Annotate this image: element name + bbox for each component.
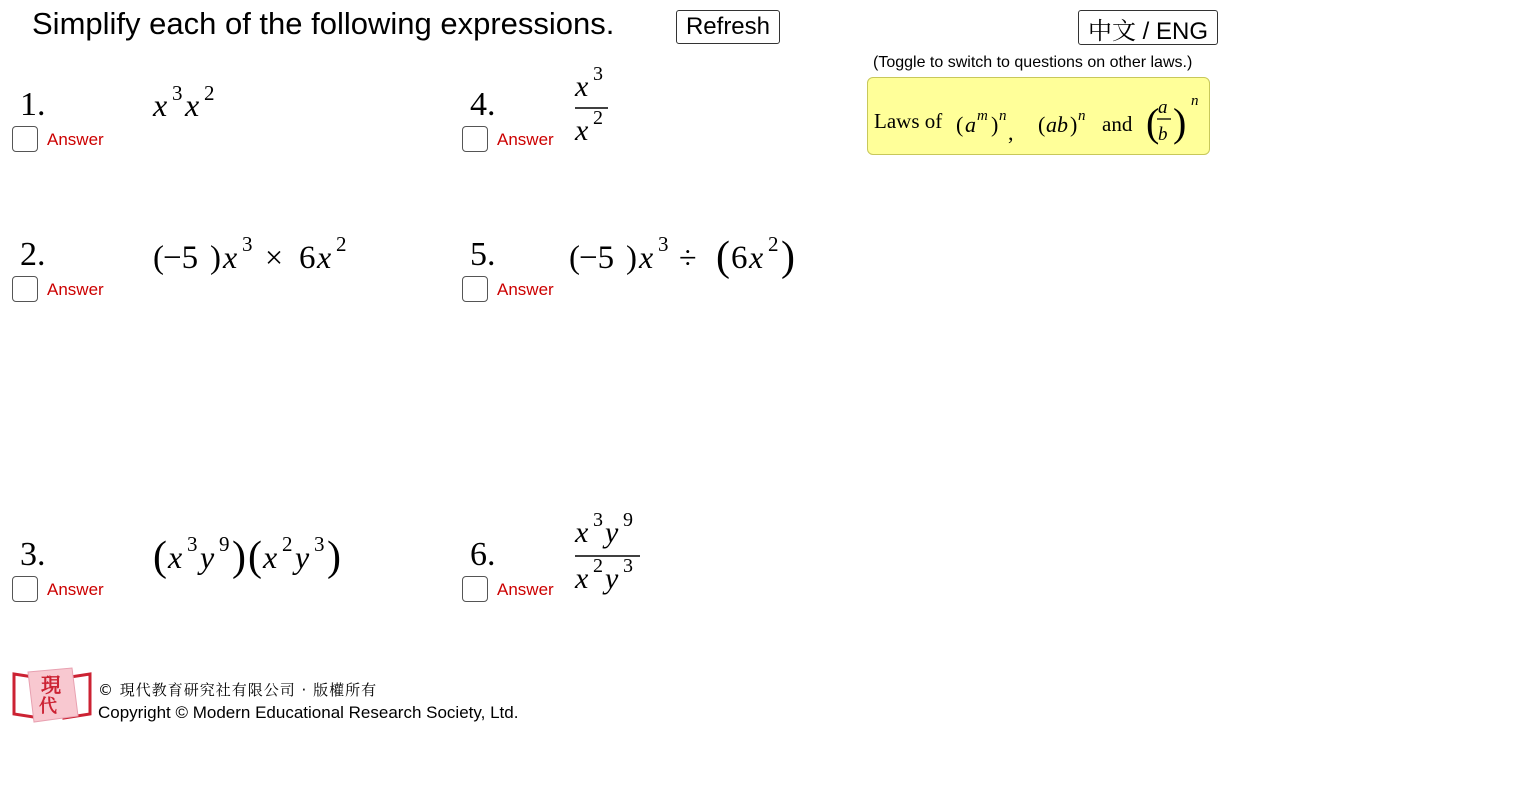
question-3-expression (150, 524, 360, 584)
svg-text:): ) (626, 240, 637, 276)
question-1-expression (150, 76, 240, 126)
svg-text:3: 3 (314, 532, 325, 556)
svg-text:): ) (1173, 100, 1187, 145)
power-of-product-formula (1038, 108, 1086, 137)
laws-toggle-panel[interactable] (867, 77, 1210, 155)
svg-text:x: x (575, 70, 589, 103)
svg-text:(: ( (569, 240, 580, 276)
answer-checkbox[interactable] (462, 276, 488, 302)
question-6-expression (570, 506, 650, 601)
answer-checkbox[interactable] (462, 576, 488, 602)
svg-text:2: 2 (204, 81, 215, 105)
svg-text:2: 2 (282, 532, 293, 556)
svg-text:a: a (1158, 97, 1168, 118)
svg-text:x: x (263, 539, 278, 575)
question-number: 4. (470, 86, 496, 123)
answer-label[interactable]: Answer (47, 280, 104, 299)
svg-text:3: 3 (172, 81, 183, 105)
toggle-hint: (Toggle to switch to questions on other laws.) (873, 54, 1193, 71)
svg-text:(: ( (1038, 112, 1046, 137)
svg-text:x: x (223, 239, 238, 275)
svg-text:2: 2 (593, 107, 603, 129)
answer-checkbox[interactable] (12, 126, 38, 152)
svg-text:): ) (210, 240, 221, 276)
svg-text:a: a (965, 112, 976, 137)
question-number: 5. (470, 236, 496, 273)
svg-text:x: x (317, 239, 332, 275)
svg-text:n: n (1078, 108, 1086, 124)
answer-checkbox[interactable] (12, 276, 38, 302)
page-title: Simplify each of the following expressions. (32, 6, 615, 41)
svg-text:(: ( (956, 112, 964, 137)
svg-text:−5: −5 (163, 240, 199, 276)
svg-text:b: b (1158, 124, 1168, 145)
svg-text:n: n (1191, 93, 1199, 109)
svg-text:x: x (639, 239, 654, 275)
svg-text:3: 3 (187, 532, 198, 556)
svg-text:6: 6 (731, 240, 748, 276)
svg-text:(: ( (1146, 100, 1160, 145)
question-2-expression (150, 226, 380, 280)
svg-text:6: 6 (299, 240, 316, 276)
svg-text:y: y (605, 516, 619, 549)
answer-label[interactable]: Answer (497, 130, 554, 149)
svg-text:x: x (168, 539, 183, 575)
svg-text:x: x (575, 114, 589, 147)
power-of-power-formula (956, 108, 1014, 145)
svg-text:9: 9 (219, 532, 230, 556)
svg-text:3: 3 (593, 509, 603, 531)
copyright-chinese: © 現代教育研究社有限公司 · 版權所有 (98, 681, 378, 699)
svg-text:y: y (200, 539, 215, 575)
answer-label[interactable]: Answer (47, 130, 104, 149)
svg-text:÷: ÷ (679, 239, 697, 275)
question-number: 1. (20, 86, 46, 123)
logo-char-top: 現 (41, 675, 61, 697)
svg-text:2: 2 (336, 232, 347, 256)
svg-text:n: n (999, 108, 1007, 124)
svg-text:x: x (185, 87, 200, 123)
refresh-button[interactable]: Refresh (676, 10, 780, 44)
answer-label[interactable]: Answer (47, 580, 104, 599)
svg-text:(: ( (248, 534, 262, 580)
publisher-logo (12, 666, 92, 726)
svg-text:−5: −5 (579, 240, 615, 276)
svg-text:m: m (977, 108, 988, 124)
svg-text:): ) (232, 534, 246, 580)
laws-joiner: and (1102, 112, 1133, 136)
svg-text:): ) (1070, 112, 1078, 137)
svg-text:): ) (327, 534, 341, 580)
laws-formulas (956, 88, 1206, 148)
svg-text:3: 3 (242, 232, 253, 256)
svg-text:ab: ab (1046, 112, 1068, 137)
answer-checkbox[interactable] (462, 126, 488, 152)
question-5-expression (566, 224, 806, 284)
svg-text:3: 3 (623, 555, 633, 577)
question-number: 6. (470, 536, 496, 573)
answer-checkbox[interactable] (12, 576, 38, 602)
answer-label[interactable]: Answer (497, 280, 554, 299)
language-toggle-button[interactable]: 中文 / ENG (1078, 10, 1218, 45)
question-number: 3. (20, 536, 46, 573)
svg-text:x: x (575, 516, 589, 549)
svg-text:2: 2 (593, 555, 603, 577)
svg-text:x: x (749, 239, 764, 275)
svg-text:(: ( (153, 534, 167, 580)
svg-text:9: 9 (623, 509, 633, 531)
question-number: 2. (20, 236, 46, 273)
power-of-quotient-formula (1146, 93, 1199, 145)
svg-text:): ) (991, 112, 999, 137)
svg-text:(: ( (153, 240, 164, 276)
svg-text:,: , (1008, 120, 1014, 145)
answer-label[interactable]: Answer (497, 580, 554, 599)
svg-text:(: ( (716, 234, 730, 280)
svg-text:): ) (781, 234, 795, 280)
question-4-expression (570, 60, 620, 150)
copyright-english: Copyright © Modern Educational Research Society, Ltd. (98, 703, 519, 722)
logo-char-bottom: 代 (39, 696, 57, 716)
svg-text:x: x (153, 87, 168, 123)
svg-text:x: x (575, 562, 589, 595)
svg-text:2: 2 (768, 232, 779, 256)
svg-text:×: × (265, 239, 284, 275)
laws-label: Laws of (874, 109, 943, 133)
svg-text:y: y (295, 539, 310, 575)
svg-text:3: 3 (658, 232, 669, 256)
svg-text:3: 3 (593, 63, 603, 85)
svg-text:y: y (605, 562, 619, 595)
